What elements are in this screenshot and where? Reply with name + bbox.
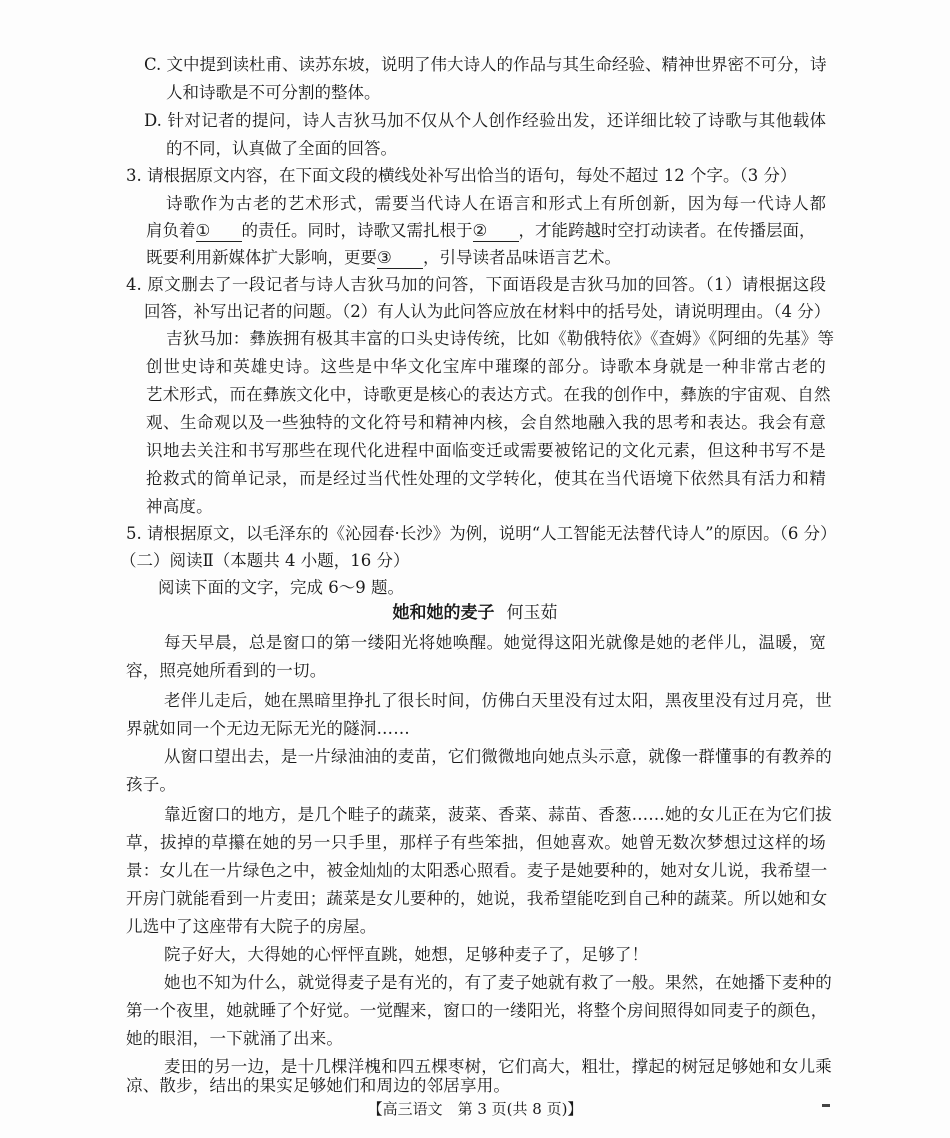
story-line-13: 她也不知为什么，就觉得麦子是有光的，有了麦子她就有救了一般。果然，在她播下麦种的 [164,973,832,992]
question-5: 5. 请根据原文，以毛泽东的《沁园春·长沙》为例，说明“人工智能无法替代诗人”的原因。（6 分） [126,524,837,543]
story-line-17: 凉、散步，结出的果实足够她们和周边的邻居享用。 [126,1076,511,1095]
answer-blank-1[interactable] [196,221,242,242]
option-c-line-2: 人和诗歌是不可分割的整体。 [166,83,381,102]
story-title [0,600,950,626]
blank-number-3: ③ [377,248,392,267]
q3-text-a: 肩负着 [146,221,196,240]
q3-text-d: 既要利用新媒体扩大影响，更要 [146,248,377,267]
reading-instruction: 阅读下面的文字，完成 6～9 题。 [158,578,404,597]
page-footer: 【高三语文 第 3 页(共 8 页)】 [367,1100,583,1118]
q3-text-b: 的责任。同时，诗歌又需扎根于 [241,221,473,240]
q3-passage-line-1: 诗歌作为古老的艺术形式，需要当代诗人在语言和形式上有所创新，因为每一代诗人都 [166,194,826,213]
q4-answer-line-1: 吉狄马加：彝族拥有极其丰富的口头史诗传统，比如《勒俄特依》《查姆》《阿细的先基》等 [166,329,835,348]
story-line-10: 开房门就能看到一片麦田；蔬菜是女儿要种的，她说，我希望能吃到自己种的蔬菜。所以她和女 [126,889,828,908]
section-heading: （二）阅读Ⅱ（本题共 4 小题，16 分） [120,551,410,570]
q3-text-e: ，引导读者品味语言艺术。 [423,248,621,267]
question-4-line-2: 回答，补写出记者的问题。（2）有人认为此问答应放在材料中的括号处，请说明理由。（4 分） [144,302,831,321]
blank-number-1: ① [195,221,211,240]
story-line-4: 界就如同一个无边无际无光的隧洞…… [126,719,410,738]
blank-number-2: ② [472,221,488,240]
story-line-2: 容，照亮她所看到的一切。 [126,661,327,680]
q4-answer-line-7: 神高度。 [146,497,213,516]
q4-answer-line-3: 艺术形式，而在彝族文化中，诗歌更是核心的表达方式。在我的创作中，彝族的宇宙观、自然 [146,385,831,404]
q4-answer-line-4: 观、生命观以及一些独特的文化符号和精神内核，会自然地融入我的思考和表达。我会有意 [146,413,826,432]
answer-blank-3[interactable] [377,248,423,269]
story-line-16: 麦田的另一边，是十几棵洋槐和四五棵枣树，它们高大，粗壮，撑起的树冠足够她和女儿乘 [164,1057,832,1076]
q3-passage-line-3 [146,245,826,271]
story-line-15: 她的眼泪，一下就涌了出来。 [126,1029,344,1048]
story-line-7: 靠近窗口的地方，是几个畦子的蔬菜，菠菜、香菜、蒜苗、香葱……她的女儿正在为它们拔 [164,805,832,824]
story-line-6: 孩子。 [126,775,177,794]
story-line-1: 每天早晨，总是窗口的第一缕阳光将她唤醒。她觉得这阳光就像是她的老伴儿，温暖，宽 [164,633,826,652]
story-line-3: 老伴儿走后，她在黑暗里挣扎了很长时间，仿佛白天里没有过太阳，黑夜里没有过月亮，世 [164,691,832,710]
question-3: 3. 请根据原文内容，在下面文段的横线处补写出恰当的语句，每处不超过 12 个字。（3 分） [126,166,797,185]
question-4-line-1: 4. 原文删去了一段记者与诗人吉狄马加的问答，下面语段是吉狄马加的回答。（1）请根据这段 [126,275,826,294]
q4-answer-line-5: 识地去关注和书写那些在现代化进程中面临变迁或需要被铭记的文化元素，但这种书写不是 [146,441,826,460]
corner-mark [822,1104,830,1107]
answer-blank-2[interactable] [473,221,519,242]
option-d-line-2: 的不同，认真做了全面的回答。 [166,139,397,158]
q4-answer-line-2: 创世史诗和英雄史诗。这些是中华文化宝库中璀璨的部分。诗歌本身就是一种非常古老的 [146,357,826,376]
q4-answer-line-6: 抢救式的简单记录，而是经过当代性处理的文学转化，使其在当代语境下依然具有活力和精 [146,469,826,488]
option-d-line-1: D. 针对记者的提问，诗人吉狄马加不仅从个人创作经验出发，还详细比较了诗歌与其他载体 [144,111,826,130]
story-author: 何玉茹 [506,603,558,623]
story-title-text: 她和她的麦子 [392,603,495,623]
story-line-5: 从窗口望出去，是一片绿油油的麦苗，它们微微地向她点头示意，就像一群懂事的有教养的 [164,747,832,766]
story-line-8: 草，拔掉的草攥在她的另一只手里，那样子有些笨拙，但她喜欢。她曾无数次梦想过这样的场 [126,833,826,852]
option-c-line-1: C. 文中提到读杜甫、读苏东坡，说明了伟大诗人的作品与其生命经验、精神世界密不可分，诗 [144,55,827,74]
story-line-14: 第一个夜里，她就睡了个好觉。一觉醒来，窗口的一缕阳光，将整个房间照得如同麦子的颜色， [126,1001,828,1020]
story-line-11: 儿选中了这座带有大院子的房屋。 [126,917,377,936]
q3-text-c: ，才能跨越时空打动读者。在传播层面， [518,221,816,240]
story-line-12: 院子好大，大得她的心怦怦直跳，她想，足够种麦子了，足够了！ [164,945,649,964]
story-line-9: 景：女儿在一片绿色之中，被金灿灿的太阳悉心照看。麦子是她要种的，她对女儿说，我希望一 [126,861,828,880]
q3-passage-line-2 [146,218,826,244]
